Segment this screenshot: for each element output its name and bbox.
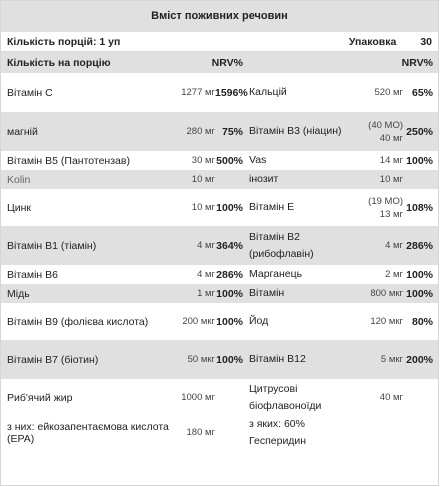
nutrient-name: Цинк	[7, 201, 32, 214]
pack-label: Упаковка	[348, 35, 397, 48]
header-row	[1, 52, 438, 73]
nutrient-name: Вітамін B9 (фолієва кислота)	[7, 315, 149, 328]
table-title: Вміст поживних речовин	[1, 1, 438, 32]
nutrient-name: Вітамін B3 (ніацин)	[249, 125, 342, 137]
nutrient-amount: 180 мг	[186, 427, 215, 438]
nutrient-nrv: 108%	[406, 201, 433, 214]
nutrient-nrv: 250%	[406, 125, 433, 138]
nutrient-amount: 5 мкг	[380, 354, 403, 365]
table-row	[1, 73, 438, 112]
nutrient-nrv: 1596%	[215, 86, 248, 99]
nutrient-name: Вітамін B6	[7, 268, 58, 281]
table-row	[1, 284, 438, 303]
nutrient-nrv: 364%	[216, 239, 243, 252]
nutrient-nrv: 100%	[406, 268, 433, 281]
nutrient-name: магній	[7, 125, 38, 138]
nutrient-amount: 2 мг	[385, 269, 403, 280]
nutrient-name: Вітамін B5 (Пантотензав)	[7, 154, 130, 167]
table-row	[1, 379, 438, 416]
nutrient-amount: 4 мг	[197, 240, 215, 251]
nutrient-nrv: 500%	[216, 154, 243, 167]
table-row	[1, 265, 438, 284]
nutrient-amount: 10 мг	[191, 202, 215, 213]
nutrient-amount: (19 МО) 13 мг	[368, 195, 403, 220]
table-row	[1, 112, 438, 151]
pack-value: 30	[420, 35, 432, 48]
nutrient-nrv: 286%	[406, 239, 433, 252]
nutrient-amount: 14 мг	[379, 155, 403, 166]
nutrient-name: Кальцій	[249, 86, 287, 98]
amount-per-serving-header: Кількість на порцію	[7, 56, 111, 69]
nutrient-amount: 10 мг	[379, 174, 403, 185]
nutrient-name: Kolin	[7, 173, 31, 186]
nutrient-amount: 1000 мг	[181, 392, 215, 403]
nutrient-name: Риб'ячий жир	[7, 391, 73, 404]
nutrient-nrv: 286%	[216, 268, 243, 281]
nrv-header-left: NRV%	[211, 56, 243, 69]
table-row	[1, 170, 438, 189]
table-row	[1, 226, 438, 265]
nutrient-amount: 1277 мг	[181, 87, 215, 98]
nutrient-name: з них: ейкозапентаємова кислота (EPA)	[7, 420, 169, 445]
nutrient-amount: 200 мкг	[182, 316, 215, 327]
nutrient-amount: 30 мг	[191, 155, 215, 166]
nutrient-amount: 50 мкг	[187, 354, 215, 365]
nrv-header-right: NRV%	[401, 56, 433, 69]
nutrient-name: Vas	[249, 154, 267, 166]
nutrient-amount: 4 мг	[197, 269, 215, 280]
nutrient-name: інозит	[249, 173, 279, 185]
nutrient-nrv: 100%	[216, 353, 243, 366]
nutrient-nrv: 65%	[411, 86, 433, 99]
nutrient-nrv: 100%	[406, 154, 433, 167]
nutrient-amount: 280 мг	[186, 126, 215, 137]
table-row	[1, 189, 438, 226]
nutrient-nrv: 100%	[216, 201, 243, 214]
nutrient-rows	[1, 73, 438, 449]
nutrient-amount: 120 мкг	[370, 316, 403, 327]
nutrient-name: Вітамін B1 (тіамін)	[7, 239, 97, 252]
nutrient-nrv: 100%	[216, 287, 243, 300]
nutrient-name: з яких: 60% Гесперидин	[249, 417, 307, 447]
nutrient-name: Вітамін B12	[249, 353, 306, 365]
nutrient-amount: 520 мг	[374, 87, 403, 98]
nutrient-amount: 10 мг	[191, 174, 215, 185]
table-row	[1, 151, 438, 170]
nutrient-name: Вітамін B7 (біотин)	[7, 353, 99, 366]
nutrient-nrv: 75%	[221, 125, 243, 138]
nutrient-amount: 4 мг	[385, 240, 403, 251]
nutrient-name: Вітамін B2 (рибофлавін)	[249, 230, 314, 260]
servings-row	[1, 32, 438, 52]
nutrient-name: Вітамін C	[7, 86, 53, 99]
nutrient-nrv: 200%	[406, 353, 433, 366]
nutrient-name: Цитрусові біофлавоноїди	[249, 382, 322, 412]
table-row	[1, 303, 438, 340]
table-row	[1, 416, 438, 449]
nutrient-name: Вітамін	[249, 287, 285, 299]
nutrient-amount: 1 мг	[197, 288, 215, 299]
nutrient-nrv: 80%	[411, 315, 433, 328]
nutrient-amount: 40 мг	[379, 392, 403, 403]
servings-label: Кількість порцій: 1 уп	[7, 35, 121, 48]
table-row	[1, 340, 438, 379]
nutrient-nrv: 100%	[406, 287, 433, 300]
nutrient-name: Марганець	[249, 268, 303, 280]
nutrient-name: Йод	[249, 315, 269, 327]
nutrient-name: Мідь	[7, 287, 30, 300]
nutrient-amount: 800 мкг	[370, 288, 403, 299]
nutrient-name: Вітамін E	[249, 201, 295, 213]
nutrient-nrv: 100%	[216, 315, 243, 328]
nutrient-amount: (40 МО) 40 мг	[368, 119, 403, 144]
